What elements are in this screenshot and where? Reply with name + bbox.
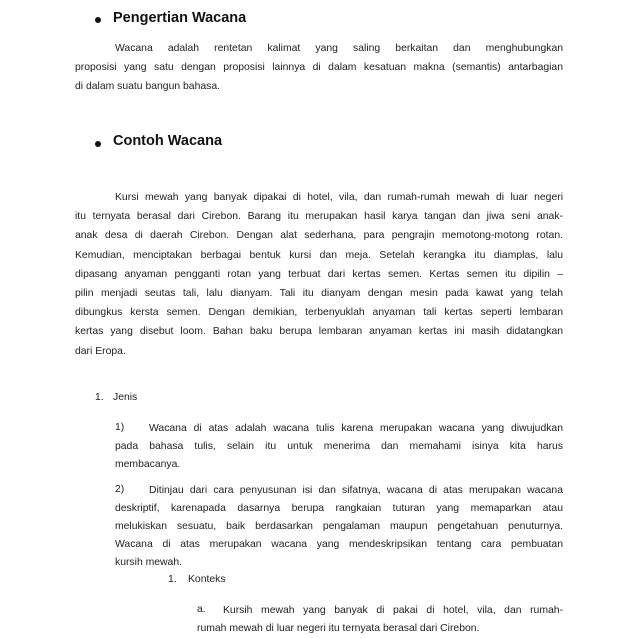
paragraph-line: membacanya. [115, 459, 181, 470]
sub-item-number: 1) [115, 422, 125, 433]
bullet-icon [95, 17, 101, 23]
paragraph-line: rumah mewah di luar negeri itu ternyata berasal dari Cirebon. [197, 623, 480, 634]
nested-list-label: Konteks [188, 574, 226, 585]
paragraph-line: Kursi mewah yang banyak dipakai di hotel, vila, dan rumah-rumah mewah di luar negeri [115, 192, 563, 203]
definition-paragraph [75, 39, 563, 97]
paragraph-line: itu ternyata berasal dari Cirebon. Barang itu merupakan hasil karya tangan dan jiwa seni anak- [75, 211, 563, 223]
paragraph-line: kertas yang disebut loom. Bahan baku berupa lembaran anyaman kertas ini masih didatangkan [75, 326, 563, 338]
paragraph-line: melukiskan sesuatu, baik berdasarkan pengalaman maupun pengetahuan penuturnya. [115, 521, 563, 532]
sub-item-paragraph [197, 602, 563, 638]
sub-item-paragraph [115, 420, 563, 474]
paragraph-line: Kursih mewah yang banyak di pakai di hotel, vila, dan rumah- [223, 605, 563, 616]
paragraph-line: Ditinjau dari cara penyusunan isi dan sifatnya, wacana di atas merupakan wacana [149, 485, 563, 496]
paragraph-line: Wacana di atas merupakan wacana yang mendeskripsikan tentang cara pembuatan [115, 539, 563, 550]
bullet-icon [95, 141, 101, 147]
paragraph-line: Wacana di atas adalah wacana tulis karena merupakan wacana yang diwujudkan [149, 423, 563, 434]
paragraph-line: anak desa di daerah Cirebon. Dengan alat sederhana, para pengrajin memotong-motong rotan. [75, 230, 563, 242]
paragraph-line: kursih mewah. [115, 557, 182, 568]
nested-list-number: 1. [168, 574, 177, 585]
paragraph-line: pilin menjadi seutas tali, lalu dianyam. Tali itu dianyam dengan mesin pada kawat yang telah [75, 287, 563, 299]
paragraph-line: dipasang anyaman pengganti rotan yang terbuat dari kertas semen. Kertas semen itu dipilin – [75, 268, 563, 280]
list-item-label: Jenis [113, 392, 138, 403]
example-paragraph [75, 188, 563, 361]
paragraph-line: Wacana adalah rentetan kalimat yang saling berkaitan dan menghubungkan [115, 43, 563, 54]
section-heading-pengertian: Pengertian Wacana [113, 10, 247, 26]
section-heading-contoh: Contoh Wacana [113, 133, 223, 149]
list-item-number: 1. [95, 392, 104, 403]
sub-item-number: 2) [115, 484, 125, 495]
paragraph-line: Kemudian, menciptakan berbagai bentuk kursi dan meja. Setelah kerangka itu diamplas, lalu [75, 249, 563, 261]
paragraph-line: proposisi yang satu dengan proposisi lainnya di dalam kesatuan makna (semantis) antarbagian [75, 62, 563, 74]
paragraph-line: dibungkus kersta semen. Dengan demikian, terbenyuklah anyaman tali kertas seperti lembaran [75, 307, 563, 319]
paragraph-line: pada bahasa tulis, selain itu untuk menerima dan memahami isinya kita harus [115, 441, 563, 452]
sub-item-letter: a. [197, 604, 206, 615]
paragraph-line: deskriptif, karenapada dasarnya berupa rangkaian tuturan yang memaparkan atau [115, 503, 563, 514]
sub-item-paragraph [115, 482, 563, 572]
paragraph-line: di dalam suatu bangun bahasa. [75, 81, 221, 93]
paragraph-line: dari Eropa. [75, 345, 126, 357]
